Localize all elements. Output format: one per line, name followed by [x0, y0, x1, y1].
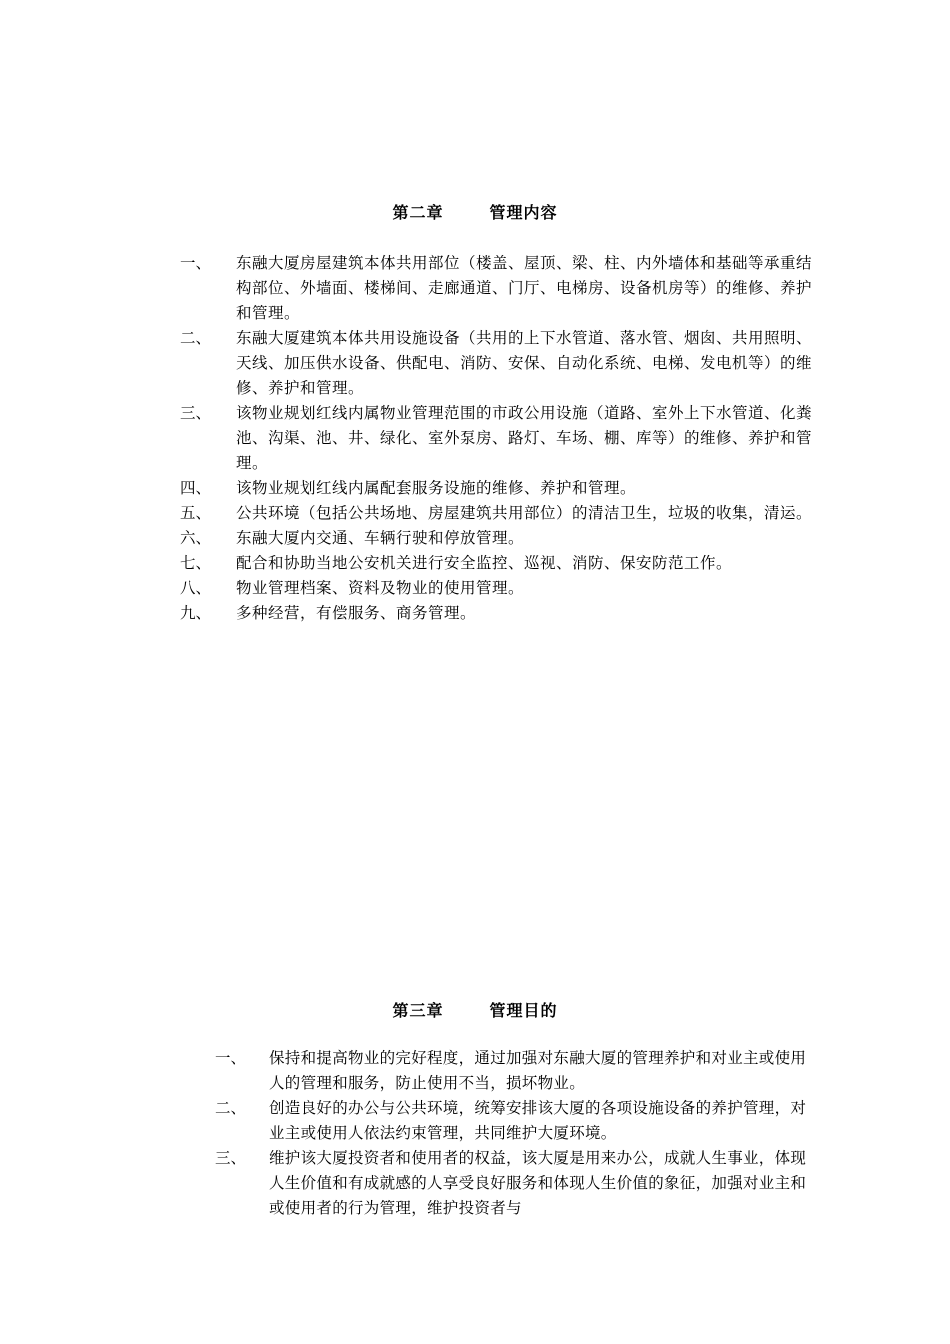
list-item: [215, 1046, 815, 1096]
list-item: [215, 1146, 815, 1221]
item-text: 东融大厦房屋建筑本体共用部位（楼盖、屋顶、梁、柱、内外墙体和基础等承重结构部位、外墙面、楼梯间、走廊通道、门厅、电梯房、设备机房等）的维修、养护和管理。: [236, 254, 813, 322]
item-text: 多种经营，有偿服务、商务管理。: [236, 604, 477, 622]
item-number: 三、: [215, 1149, 247, 1167]
item-text: 创造良好的办公与公共环境，统筹安排该大厦的各项设施设备的养护管理，对业主或使用人依法约束管理，共同维护大厦环境。: [269, 1099, 807, 1142]
chapter-3-title: [0, 998, 950, 1021]
item-number: 二、: [215, 1099, 247, 1117]
list-item: [180, 476, 820, 501]
list-item: [180, 501, 820, 526]
item-text: 东融大厦建筑本体共用设施设备（共用的上下水管道、落水管、烟囱、共用照明、天线、加压供水设备、供配电、消防、安保、自动化系统、电梯、发电机等）的维修、养护和管理。: [236, 329, 813, 397]
item-text: 公共环境（包括公共场地、房屋建筑共用部位）的清洁卫生，垃圾的收集，清运。: [236, 504, 813, 522]
item-text: 保持和提高物业的完好程度，通过加强对东融大厦的管理养护和对业主或使用人的管理和服务，防止使用不当，损坏物业。: [269, 1049, 807, 1092]
item-number: 二、: [180, 329, 212, 347]
chapter-2-list: [180, 251, 820, 626]
list-item: [180, 576, 820, 601]
chapter-2-heading: 管理内容: [489, 203, 558, 222]
item-text: 物业管理档案、资料及物业的使用管理。: [236, 579, 525, 597]
chapter-2-title: [0, 200, 950, 223]
chapter-2-number: 第二章: [392, 203, 444, 222]
list-item: [180, 401, 820, 476]
list-item: [180, 601, 820, 626]
item-number: 九、: [180, 604, 212, 622]
item-text: 维护该大厦投资者和使用者的权益，该大厦是用来办公，成就人生事业，体现人生价值和有成就感的人享受良好服务和体现人生价值的象征，加强对业主和或使用者的行为管理，维护投资者与: [269, 1149, 807, 1217]
item-number: 一、: [180, 254, 212, 272]
item-number: 三、: [180, 404, 212, 422]
item-text: 配合和协助当地公安机关进行安全监控、巡视、消防、保安防范工作。: [236, 554, 733, 572]
list-item: [180, 326, 820, 401]
item-text: 东融大厦内交通、车辆行驶和停放管理。: [236, 529, 525, 547]
item-number: 四、: [180, 479, 212, 497]
chapter-3-heading: 管理目的: [489, 1001, 558, 1020]
chapter-3-list: [215, 1046, 815, 1221]
item-number: 一、: [215, 1049, 247, 1067]
item-number: 七、: [180, 554, 212, 572]
item-number: 六、: [180, 529, 212, 547]
list-item: [180, 526, 820, 551]
item-number: 八、: [180, 579, 212, 597]
chapter-3-number: 第三章: [392, 1001, 444, 1020]
item-text: 该物业规划红线内属配套服务设施的维修、养护和管理。: [236, 479, 637, 497]
list-item: [215, 1096, 815, 1146]
list-item: [180, 551, 820, 576]
item-text: 该物业规划红线内属物业管理范围的市政公用设施（道路、室外上下水管道、化粪池、沟渠、池、井、绿化、室外泵房、路灯、车场、棚、库等）的维修、养护和管理。: [236, 404, 813, 472]
list-item: [180, 251, 820, 326]
item-number: 五、: [180, 504, 212, 522]
